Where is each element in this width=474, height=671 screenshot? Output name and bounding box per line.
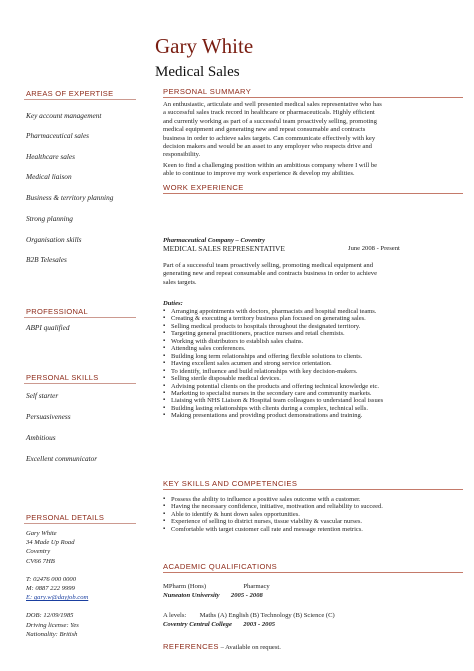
- job-role: Medical Sales: [155, 64, 240, 80]
- text-line: Part of a successful team proactively selling, promoting medical equipment and: [163, 262, 374, 269]
- professional-item: ABPI qualified: [26, 323, 70, 332]
- text-line: generating new and repeat consumable and contracts business in order to achieve: [163, 270, 378, 278]
- text-line: business in order to achieve sales targets. Can communicate effectively with key: [163, 134, 376, 142]
- summary-heading: PERSONAL SUMMARY: [163, 87, 252, 96]
- duties-list: [163, 308, 463, 420]
- expertise-item: Pharmaceutical sales: [26, 131, 90, 140]
- list-item: ▪ Having the necessary confidence, initiative, motivation and reliability to succeed.: [163, 503, 463, 510]
- list-item: ▪ Working with distributors to establish sales chains.: [163, 338, 463, 345]
- references-heading: REFERENCES: [163, 642, 219, 651]
- details-licence: Driving license: Yes: [26, 621, 79, 629]
- job-title: MEDICAL SALES REPRESENTATIVE: [163, 244, 285, 253]
- details-heading: PERSONAL DETAILS: [26, 513, 105, 522]
- text-line: An enthusiastic, articulate and well presented medical sales representative who has: [163, 101, 382, 108]
- expertise-heading: AREAS OF EXPERTISE: [26, 89, 114, 98]
- details-email[interactable]: E: gary.w@dayjob.com: [26, 594, 89, 602]
- job-company: Pharmaceutical Company – Coventry: [163, 237, 266, 244]
- expertise-item: Organisation skills: [26, 235, 82, 244]
- details-name: Gary White: [26, 530, 57, 537]
- skills-heading: PERSONAL SKILLS: [26, 373, 99, 382]
- list-item: ▪ Able to identify & hunt down sales opportunities.: [163, 511, 463, 518]
- alevels-subjects: Maths (A) English (B) Technology (B) Science (C): [199, 612, 335, 619]
- expertise-item: Key account management: [26, 111, 102, 120]
- references-row: [163, 642, 281, 651]
- expertise-item: Strong planning: [26, 214, 73, 223]
- key-skills-heading: KEY SKILLS AND COMPETENCIES: [163, 479, 298, 488]
- list-item: ▪ Making presentations and providing product demonstrations and training.: [163, 412, 463, 419]
- text-line: Keen to find a challenging position within an ambitious company where I will be: [163, 162, 378, 169]
- list-item: ▪ Building lasting relationships with clients during a complex, technical sells.: [163, 405, 463, 412]
- text-line: a successful sales track record in healthcare or pharmaceuticals. Highly efficient: [163, 109, 375, 117]
- summary-paragraph-2: [163, 162, 463, 179]
- list-item: ▪ Liaising with NHS Liaison & Hospital team colleagues to understand local issues: [163, 397, 463, 404]
- list-item: ▪ Comfortable with target customer call rate and message retention metrics.: [163, 526, 463, 533]
- details-address1: 34 Made Up Road: [26, 539, 75, 547]
- list-item: ▪ Creating & executing a territory business plan focused on generating sales.: [163, 315, 463, 322]
- job-dates: June 2008 - Present: [348, 245, 400, 252]
- experience-heading: WORK EXPERIENCE: [163, 183, 244, 192]
- details-postcode: CV66 7HB: [26, 557, 55, 565]
- university: Nuneaton University: [163, 592, 220, 599]
- alevels-label: A levels:: [163, 612, 187, 619]
- skills-item: Persuasiveness: [26, 412, 71, 421]
- college-row: [163, 621, 275, 628]
- expertise-item: B2B Telesales: [26, 255, 67, 264]
- skills-item: Excellent communicator: [26, 454, 98, 463]
- list-item: ▪ To identify, influence and build relationships with key decision-makers.: [163, 368, 463, 375]
- text-line: sales targets.: [163, 278, 197, 286]
- divider: [24, 99, 136, 100]
- text-line: decision makers and would be an asset to any employer who respects drive and: [163, 143, 372, 151]
- list-item: ▪ Building long term relationships and offering flexible solutions to clients.: [163, 353, 463, 360]
- divider: [163, 572, 463, 573]
- divider: [24, 383, 136, 384]
- list-item: ▪ Having excellent sales acumen and strong service orientation.: [163, 360, 463, 367]
- expertise-item: Healthcare sales: [26, 152, 75, 161]
- divider: [163, 97, 463, 98]
- list-item: ▪ Advising potential clients on the products and offering technical knowledge etc.: [163, 383, 463, 390]
- skills-item: Self starter: [26, 391, 59, 400]
- job-description: [163, 262, 463, 287]
- list-item: ▪ Selling sterile disposable medical devices.: [163, 375, 463, 382]
- divider: [24, 523, 136, 524]
- details-address2: Coventry: [26, 548, 51, 556]
- key-skills-list: [163, 496, 463, 533]
- list-item: ▪ Targeting general practitioners, practice nurses and retail chemists.: [163, 330, 463, 337]
- list-item: ▪ Experience of selling to district nurses, tissue viability & vascular nurses.: [163, 518, 463, 525]
- degree: MPharm (Hons): [163, 583, 207, 590]
- divider: [163, 489, 463, 490]
- alevels-row: [163, 612, 335, 619]
- divider: [163, 193, 463, 194]
- university-years: 2005 - 2008: [230, 592, 263, 599]
- summary-paragraph-1: [163, 101, 463, 160]
- details-phone2: M: 0887 222 9999: [26, 585, 75, 593]
- details-nationality: Nationality: British: [26, 630, 78, 638]
- list-item: ▪ Arranging appointments with doctors, pharmacists and hospital medical teams.: [163, 308, 463, 315]
- expertise-item: Business & territory planning: [26, 193, 114, 202]
- expertise-item: Medical liaison: [26, 172, 72, 181]
- sidebar: [0, 0, 140, 671]
- text-line: able to continue to improve my work experience & develop my abilities.: [163, 170, 355, 178]
- college-years: 2003 - 2005: [243, 621, 276, 628]
- list-item: ▪ Marketing to specialist nurses in the secondary care and community markets.: [163, 390, 463, 397]
- text-line: medical equipment and generating new and repeat consumable and contracts: [163, 126, 366, 134]
- list-item: ▪ Possess the ability to influence a positive sales outcome with a customer.: [163, 496, 463, 503]
- list-item: ▪ Selling medical products to hospitals throughout the designated territory.: [163, 323, 463, 330]
- details-dob: DOB: 12/09/1985: [26, 612, 74, 620]
- divider: [24, 317, 136, 318]
- qualifications-heading: ACADEMIC QUALIFICATIONS: [163, 562, 278, 571]
- duties-label: Duties:: [163, 300, 183, 307]
- professional-heading: PROFESSIONAL: [26, 307, 88, 316]
- main-content: [155, 0, 467, 671]
- text-line: and currently working as part of a successful team proactively selling, promoting: [163, 117, 377, 125]
- references-text: – Available on request.: [220, 644, 281, 651]
- skills-item: Ambitious: [26, 433, 56, 442]
- degree-subject: Pharmacy: [243, 583, 270, 590]
- details-block: [26, 529, 88, 639]
- person-name: Gary White: [155, 34, 254, 58]
- list-item: ▪ Attending sales conferences.: [163, 345, 463, 352]
- college: Coventry Central College: [163, 621, 232, 628]
- text-line: responsibility.: [163, 151, 201, 159]
- university-row: [163, 592, 263, 599]
- degree-row: [163, 583, 270, 590]
- details-phone1: T: 02476 000 0000: [26, 575, 77, 583]
